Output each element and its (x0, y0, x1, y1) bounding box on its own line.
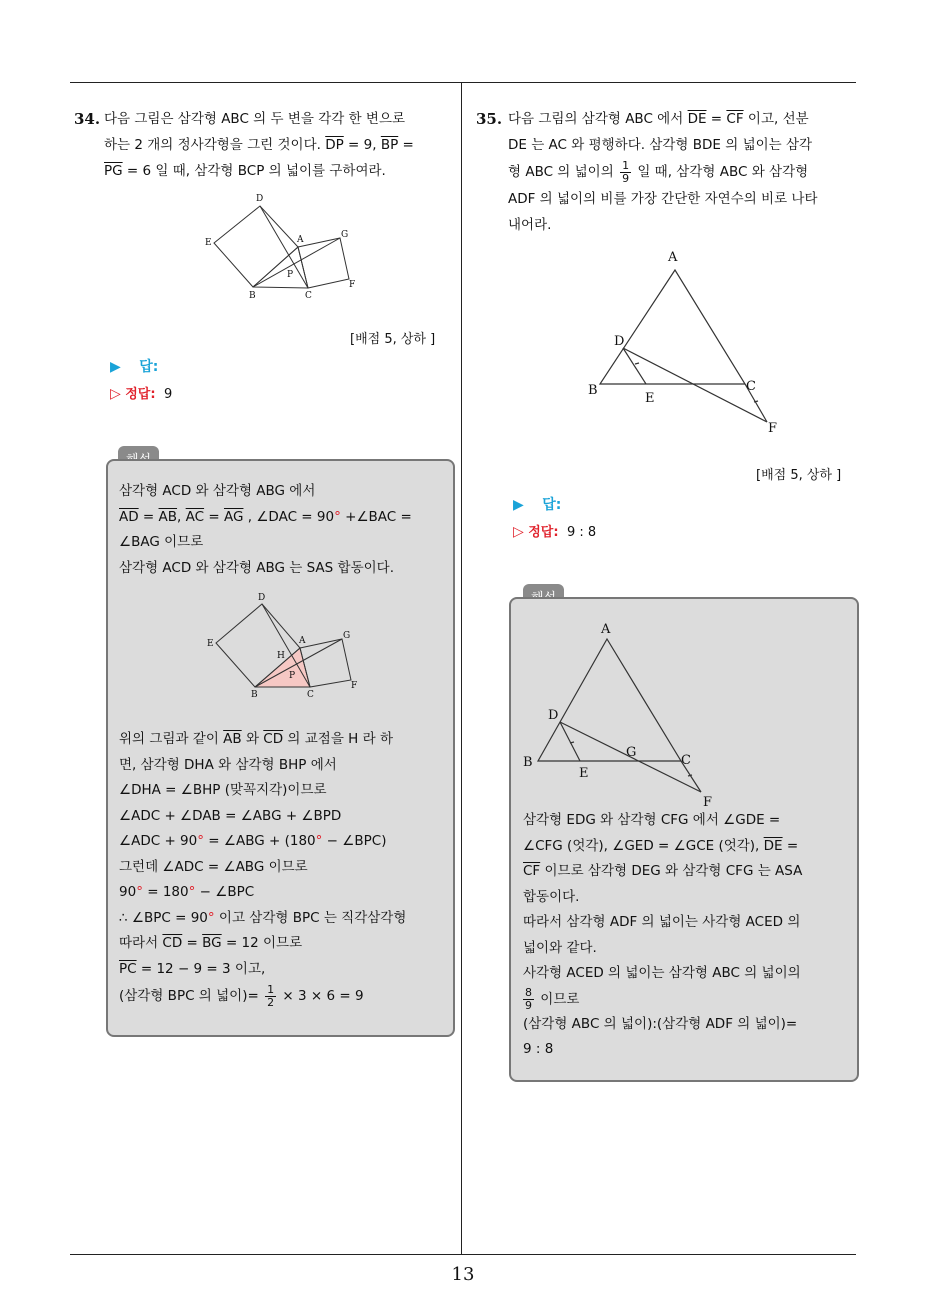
label-e: E (645, 391, 655, 406)
solution-line: 사각형 ACED 의 넓이는 삼각형 ABC 의 넓이의 (523, 965, 801, 981)
solution-line: ∠ADC + ∠DAB = ∠ABG + ∠BPD (119, 807, 342, 824)
svg-text:F: F (703, 795, 713, 809)
answer-35: ▶ 답: (513, 497, 562, 513)
solution-line: $\overline{CF}$ 이므로 삼각형 DEG 와 삼각형 CFG 는 ASA (523, 863, 803, 879)
solution-line: 따라서 $\overline{CD} = \overline{BG} = 12$ 이므로 (119, 935, 303, 951)
solution-line: 위의 그림과 같이 $\overline{AB}$ 와 $\overline{CD}$ 의 교점을 H 라 하 (119, 731, 393, 747)
page-number: 13 (451, 1264, 475, 1285)
solution-line: 넓이와 같다. (523, 939, 597, 956)
svg-text:D: D (258, 593, 266, 603)
score-34: [배점 5, 상하 ] (350, 332, 436, 347)
svg-text:B: B (251, 690, 258, 700)
solution-35-figure (521, 619, 721, 809)
answer-34: ▶ 답: (110, 359, 159, 375)
svg-text:C: C (307, 690, 314, 700)
square-acgf (298, 238, 349, 288)
label-g: G (341, 230, 349, 240)
svg-text:A: A (601, 622, 611, 637)
label-a: A (297, 235, 304, 245)
solution-line: ∠ADC + 90° = ∠ABG + (180° − ∠BPC) (119, 833, 387, 849)
question-34 (74, 106, 456, 184)
svg-text:P: P (289, 671, 296, 681)
question-text-line: 내어라. (508, 217, 552, 233)
solution-line: 9 : 8 (523, 1041, 554, 1057)
solution-line: 삼각형 ACD 와 삼각형 ABG 에서 (119, 483, 316, 499)
question-number: 35. (476, 110, 503, 128)
play-icon: ▶ (513, 497, 524, 513)
solution-line: $\frac{8}{9}$ 이므로 (525, 985, 580, 1012)
play-icon: ▶ (110, 359, 121, 375)
svg-text:G: G (343, 631, 351, 641)
label-d: D (614, 334, 625, 349)
solution-line: 합동이다. (523, 888, 580, 905)
question-text-line: 하는 2 개의 정사각형을 그린 것이다. $\overline{DP} = 9$, $\overline{BP}$ = (104, 137, 414, 153)
svg-text:F: F (351, 681, 358, 691)
label-e: E (205, 238, 212, 248)
solution-line: $\overline{AD} = \overline{AB}$, $\overline{AC} = \overline{AG}$ , ∠DAC = 90° +∠BAC = (119, 508, 412, 525)
label-p: P (287, 270, 294, 280)
label-c: C (305, 291, 312, 301)
label-a: A (668, 250, 678, 265)
svg-text:E: E (207, 639, 214, 649)
solution-line: (삼각형 ABC 의 넓이):(삼각형 ADF 의 넓이)= (523, 1015, 798, 1032)
solution-line: 그런데 ∠ADC = ∠ABG 이므로 (119, 858, 308, 875)
solution-34-figure (200, 591, 370, 706)
question-text-line: 다음 그림은 삼각형 ABC 의 두 변을 각각 한 변으로 (104, 111, 406, 127)
svg-text:B: B (523, 755, 533, 770)
question-text-line: DE 는 AC 와 평행하다. 삼각형 BDE 의 넓이는 삼각 (508, 137, 813, 153)
square-abdE (214, 206, 298, 287)
solution-box-34 (106, 459, 455, 1037)
solution-line: (삼각형 BPC 의 넓이)= $\frac{1}{2}$ × 3 × 6 = 9 (119, 982, 364, 1009)
label-f: F (349, 280, 356, 290)
question-text-line: 형 ABC 의 넓이의 $\frac{1}{9}$ 일 때, 삼각형 ABC 와 삼각형 (508, 158, 809, 185)
solution-line: ∠BAG 이므로 (119, 534, 204, 550)
label-d: D (256, 194, 264, 204)
svg-text:C: C (681, 753, 691, 768)
svg-text:D: D (548, 708, 559, 723)
solution-line: 90° = 180° − ∠BPC (119, 884, 255, 900)
triangle-outline-icon: ▷ (513, 524, 524, 540)
solution-line: 따라서 삼각형 ADF 의 넓이는 사각형 ACED 의 (523, 914, 801, 930)
question-text-line: 다음 그림의 삼각형 ABC 에서 $\overline{DE} = \overline{CF}$ 이고, 선분 (508, 111, 809, 127)
svg-text:A: A (299, 636, 306, 646)
solution-line: 삼각형 ACD 와 삼각형 ABG 는 SAS 합동이다. (119, 559, 394, 576)
svg-text:G: G (626, 745, 637, 760)
label-c: C (746, 379, 756, 394)
question-text-line: $\overline{PG} = 6$ 일 때, 삼각형 BCP 의 넓이를 구하여라. (104, 163, 386, 179)
question-text-line: ADF 의 넓이의 비를 가장 간단한 자연수의 비로 나타 (508, 191, 818, 207)
question-34-figure (198, 190, 368, 305)
correct-answer-35: ▷ 정답: 9 : 8 (513, 524, 597, 540)
question-number: 34. (74, 110, 101, 128)
solution-line: ∠DHA = ∠BHP (맞꼭지각)이므로 (119, 782, 327, 798)
solution-line: ∠CFG (엇각), ∠GED = ∠GCE (엇각), $\overline{DE}$ = (523, 837, 799, 854)
bottom-rule (70, 1254, 856, 1255)
label-f: F (768, 421, 778, 434)
top-rule (70, 82, 856, 83)
triangle-outline-icon: ▷ (110, 386, 121, 402)
solution-line: 면, 삼각형 DHA 와 삼각형 BHP 에서 (119, 756, 337, 773)
svg-text:E: E (579, 766, 589, 781)
correct-answer-34: ▷ 정답: 9 (110, 386, 173, 402)
question-35 (476, 106, 860, 238)
svg-text:H: H (277, 651, 285, 661)
solution-line: $\overline{PC} = 12 - 9 = 3$ 이고, (119, 960, 266, 977)
solution-line: 삼각형 EDG 와 삼각형 CFG 에서 ∠GDE = (523, 812, 781, 828)
score-35: [배점 5, 상하 ] (756, 468, 842, 483)
column-divider (461, 82, 462, 1254)
solution-line: ∴ ∠BPC = 90° 이고 삼각형 BPC 는 직각삼각형 (119, 909, 407, 926)
solution-box-35 (509, 597, 859, 1082)
label-b: B (588, 383, 598, 398)
question-35-figure (580, 244, 790, 434)
label-b: B (249, 291, 256, 301)
